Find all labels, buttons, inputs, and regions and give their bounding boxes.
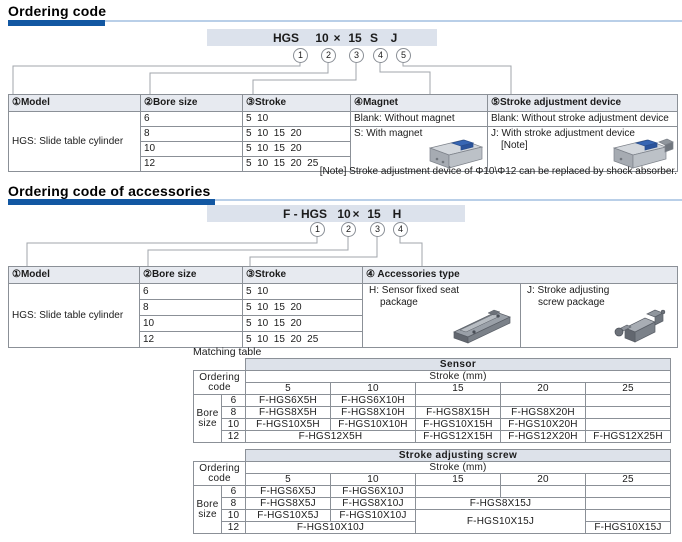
- stroke-col-header: 15: [416, 474, 501, 486]
- adjusting-screw-label: J: Stroke adjusting screw package: [527, 285, 610, 308]
- stroke-cell: 5 10 15 20: [243, 300, 363, 316]
- part-number-cell: F-HGS6X5H: [246, 395, 331, 407]
- code-model: HGS: [272, 31, 299, 45]
- circle-2: 2: [321, 48, 336, 63]
- col-device-header: ⑤Stroke adjustment device: [488, 95, 678, 112]
- table-row: [194, 371, 671, 383]
- matching-table-label: Matching table: [193, 346, 262, 358]
- accessories-code-bar: [207, 205, 465, 222]
- adjusting-screw-cell: [521, 284, 678, 348]
- sensor-table-title: Sensor: [246, 359, 671, 371]
- part-number-cell: [586, 407, 671, 419]
- device-blank-cell: Blank: Without stroke adjustment device: [488, 112, 678, 127]
- bore-cell: 6: [222, 486, 246, 498]
- ghost-cell: [194, 450, 246, 462]
- part-number-cell: F-HGS8X10J: [331, 498, 416, 510]
- code-bore: 10: [315, 31, 329, 45]
- section1-underline-light: [105, 20, 682, 22]
- part-number-cell: F-HGS10X5H: [246, 419, 331, 431]
- bore-cell: 12: [222, 522, 246, 534]
- magnet-option-label: S: With magnet: [354, 128, 423, 139]
- stroke-cell: 5 10 15 20 25: [243, 157, 351, 172]
- part-number-cell: [501, 395, 586, 407]
- stroke-col-header: 5: [246, 383, 331, 395]
- screw-package-image: [611, 302, 675, 346]
- code-model: F - HGS: [283, 207, 327, 221]
- part-number-cell: F-HGS8X5J: [246, 498, 331, 510]
- code-device: J: [390, 31, 398, 45]
- stroke-cell: 5 10: [243, 112, 351, 127]
- part-number-cell: [586, 498, 671, 510]
- bore-cell: 8: [141, 127, 243, 142]
- device-cylinder-image: [611, 134, 675, 170]
- col-stroke-header: ③Stroke: [243, 267, 363, 284]
- circle-1: 1: [310, 222, 325, 237]
- ghost-cell: [194, 359, 246, 371]
- code-times: ×: [333, 31, 341, 45]
- bore-size-label: Bore size: [194, 486, 222, 534]
- stroke-col-header: 20: [501, 383, 586, 395]
- sensor-seat-cell: [363, 284, 521, 348]
- part-number-cell: F-HGS6X10J: [331, 486, 416, 498]
- stroke-col-header: 25: [586, 474, 671, 486]
- part-number-cell: F-HGS6X10H: [331, 395, 416, 407]
- part-number-cell: F-HGS10X10J: [331, 510, 416, 522]
- code-stroke: 15: [348, 31, 362, 45]
- model-cell: HGS: Slide table cylinder: [9, 112, 141, 172]
- ordering-code-header: Ordering code: [194, 462, 246, 486]
- part-number-cell: [586, 486, 671, 498]
- stroke-mm-header: Stroke (mm): [246, 371, 671, 383]
- bore-cell: 6: [141, 112, 243, 127]
- stroke-cell: 5 10 15 20: [243, 127, 351, 142]
- sensor-seat-image: [448, 304, 518, 346]
- bore-cell: 8: [222, 407, 246, 419]
- section2-underline-light: [215, 199, 682, 201]
- magnet-cylinder-image: [427, 136, 485, 170]
- part-number-cell: F-HGS12X20H: [501, 431, 586, 443]
- table-row: [194, 395, 671, 407]
- circle-3: 3: [349, 48, 364, 63]
- circle-3: 3: [370, 222, 385, 237]
- circle-4: 4: [373, 48, 388, 63]
- section2-underline: [8, 199, 215, 205]
- code-type: H: [392, 207, 402, 221]
- code-bore: 10: [337, 207, 351, 221]
- bore-cell: 6: [222, 395, 246, 407]
- stroke-col-header: 10: [331, 474, 416, 486]
- col-bore-header: ②Bore size: [141, 95, 243, 112]
- ordering-code-table: [8, 94, 678, 172]
- part-number-cell: F-HGS10X15H: [416, 419, 501, 431]
- header-row: [9, 267, 678, 284]
- part-number-cell: [416, 486, 501, 498]
- table-title-row: [194, 359, 671, 371]
- part-number-cell: [586, 395, 671, 407]
- bore-cell: 10: [222, 419, 246, 431]
- ordering-code-header: Ordering code: [194, 371, 246, 395]
- col-model-header: ①Model: [9, 95, 141, 112]
- stroke-cell: 5 10 15 20 25: [243, 332, 363, 348]
- section2-title: Ordering code of accessories: [8, 183, 211, 199]
- code-times: ×: [352, 207, 360, 221]
- ordering-code-bar: [207, 29, 437, 46]
- bore-cell: 10: [222, 510, 246, 522]
- sensor-seat-label: H: Sensor fixed seat package: [369, 285, 460, 308]
- model-cell: HGS: Slide table cylinder: [9, 284, 140, 348]
- part-number-cell: F-HGS12X25H: [586, 431, 671, 443]
- part-number-cell: [586, 510, 671, 522]
- magnet-blank-cell: Blank: Without magnet: [351, 112, 488, 127]
- table-row: [194, 498, 671, 510]
- part-number-cell: [416, 395, 501, 407]
- device-option-label: J: With stroke adjustment device: [491, 128, 635, 139]
- part-number-cell: F-HGS8X5H: [246, 407, 331, 419]
- table-row: [9, 112, 678, 127]
- note-text: [Note] Stroke adjustment device of Φ10\Φ12 can be replaced by shock absorber.: [319, 166, 677, 177]
- part-number-cell: [586, 419, 671, 431]
- stroke-col-header: 10: [331, 383, 416, 395]
- stroke-cell: 5 10 15 20: [243, 316, 363, 332]
- part-number-cell: F-HGS8X10H: [331, 407, 416, 419]
- bore-size-label: Bore size: [194, 395, 222, 443]
- table-row: [194, 431, 671, 443]
- bore-cell: 12: [141, 157, 243, 172]
- device-option-cell: [488, 127, 678, 172]
- table-row: [194, 419, 671, 431]
- header-row: [9, 95, 678, 112]
- stroke-col-header: 25: [586, 383, 671, 395]
- stroke-mm-header: Stroke (mm): [246, 462, 671, 474]
- section1-underline: [8, 20, 105, 26]
- part-number-cell: F-HGS8X15J: [416, 498, 586, 510]
- col-stroke-header: ③Stroke: [243, 95, 351, 112]
- screw-table-title: Stroke adjusting screw: [246, 450, 671, 462]
- table-title-row: [194, 450, 671, 462]
- part-number-cell: F-HGS10X10J: [246, 522, 416, 534]
- circle-2: 2: [341, 222, 356, 237]
- magnet-option-cell: [351, 127, 488, 172]
- part-number-cell: F-HGS8X20H: [501, 407, 586, 419]
- col-magnet-header: ④Magnet: [351, 95, 488, 112]
- bore-cell: 8: [222, 498, 246, 510]
- bore-cell: 8: [140, 300, 243, 316]
- table-row: [9, 284, 678, 300]
- part-number-cell: F-HGS6X5J: [246, 486, 331, 498]
- table-row: [194, 383, 671, 395]
- part-number-cell: F-HGS10X20H: [501, 419, 586, 431]
- stroke-col-header: 20: [501, 474, 586, 486]
- stroke-col-header: 15: [416, 383, 501, 395]
- part-number-cell: F-HGS10X15J: [416, 510, 586, 534]
- col-accessories-header: ④ Accessories type: [363, 267, 678, 284]
- bore-cell: 10: [140, 316, 243, 332]
- part-number-cell: F-HGS10X10H: [331, 419, 416, 431]
- bore-cell: 12: [222, 431, 246, 443]
- circle-4: 4: [393, 222, 408, 237]
- code-magnet: S: [369, 31, 378, 45]
- part-number-cell: F-HGS12X5H: [246, 431, 416, 443]
- col-model-header: ①Model: [9, 267, 140, 284]
- code-stroke: 15: [367, 207, 381, 221]
- circle-1: 1: [293, 48, 308, 63]
- table-row: [194, 407, 671, 419]
- table-row: [194, 510, 671, 522]
- part-number-cell: F-HGS8X15H: [416, 407, 501, 419]
- table-row: [194, 486, 671, 498]
- stroke-col-header: 5: [246, 474, 331, 486]
- section1-title: Ordering code: [8, 3, 107, 19]
- part-number-cell: F-HGS10X5J: [246, 510, 331, 522]
- bore-cell: 12: [140, 332, 243, 348]
- part-number-cell: F-HGS10X15J: [586, 522, 671, 534]
- stroke-cell: 5 10 15 20: [243, 142, 351, 157]
- table-row: [194, 462, 671, 474]
- accessories-table: [8, 266, 678, 348]
- circle-5: 5: [396, 48, 411, 63]
- bore-cell: 10: [141, 142, 243, 157]
- bore-cell: 6: [140, 284, 243, 300]
- part-number-cell: [501, 486, 586, 498]
- table-row: [194, 474, 671, 486]
- col-bore-header: ②Bore size: [140, 267, 243, 284]
- stroke-cell: 5 10: [243, 284, 363, 300]
- screw-matching-table: [193, 449, 671, 534]
- device-note-label: [Note]: [501, 140, 528, 151]
- sensor-matching-table: [193, 358, 671, 443]
- part-number-cell: F-HGS12X15H: [416, 431, 501, 443]
